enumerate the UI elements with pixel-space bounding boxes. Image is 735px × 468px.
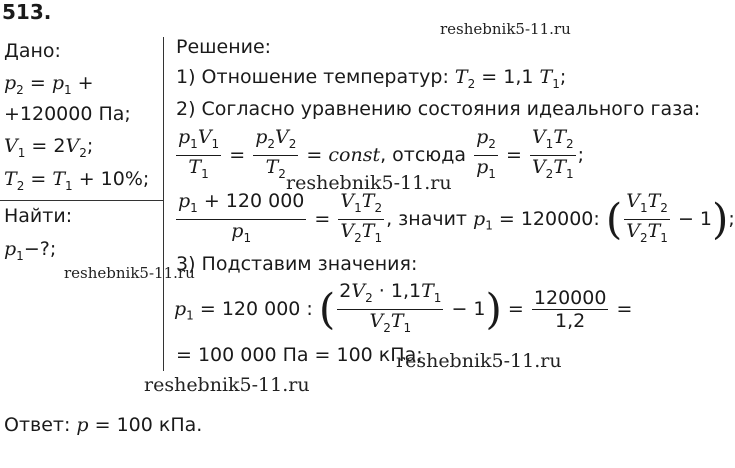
given-line-1: $p_2 = p_1$ +	[4, 72, 94, 97]
step-3-result: = 100 000 Па = 100 кПа;	[176, 344, 423, 366]
find-value: $p_1-$?;	[4, 238, 57, 263]
watermark-middle: reshebnik5-11.ru	[286, 172, 452, 194]
step-2-equation: $\frac{p_1V_1}{T_1}$ = $\frac{p_2V_2}{T_2}$ = const, отсюда $\frac{p_2}{p_1}$ = $\frac{V_1T_2}{V_2T_1}$ ;	[178, 126, 585, 181]
watermark-right: reshebnik5-11.ru	[396, 350, 562, 372]
step-3-equation: $p_1 = 120$ 000 : ( $\frac{2V_2 \cdot 1,1T_1}{V_2T_1}$ − 1) = $\frac{120000}{1,2}$ =	[174, 280, 633, 335]
given-line-4: $T_2 = T_1 + 10\%$;	[4, 168, 150, 193]
step-2-text: 2) Согласно уравнению состояния идеального газа:	[176, 98, 701, 120]
step-2-result: $\frac{p_1 + 120 000}{p_1}$ = $\frac{V_1T_2}{V_2T_1}$ , значит $p_1 = 120000$: ( $\frac{V_1T_2}{V_2T_1}$ − 1);	[178, 190, 735, 245]
horizontal-divider	[0, 200, 163, 201]
watermark-bottom: reshebnik5-11.ru	[144, 374, 310, 396]
const-word: const	[328, 143, 381, 166]
watermark-top: reshebnik5-11.ru	[440, 20, 571, 38]
step-1: 1) Отношение температур: $T_2 = 1,1$ $T_1$;	[176, 66, 567, 91]
vertical-divider	[163, 37, 164, 371]
given-line-2: +120000 Па;	[4, 103, 131, 125]
solution-title: Решение:	[176, 36, 272, 58]
answer: Ответ: p = 100 кПа.	[4, 414, 203, 436]
step-3-text: 3) Подставим значения:	[176, 253, 418, 275]
problem-number: 513.	[2, 0, 52, 24]
given-title: Дано:	[4, 40, 61, 62]
find-title: Найти:	[4, 205, 73, 227]
watermark-left: reshebnik5-11.ru	[64, 264, 195, 282]
given-line-3: $V_1 = 2V_2$;	[4, 135, 94, 160]
